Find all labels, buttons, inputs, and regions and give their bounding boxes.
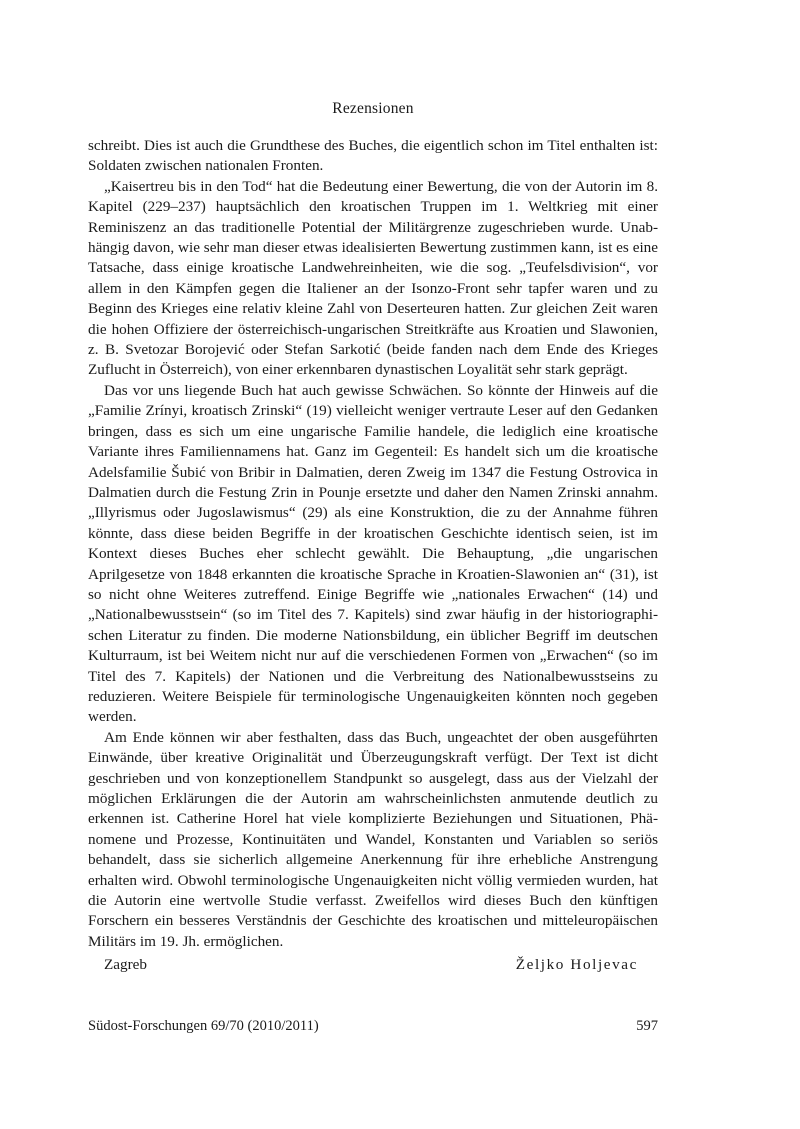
review-body [88,136,658,952]
document-page [88,0,658,1129]
signature-place: Zagreb [104,956,148,973]
running-head: Rezensionen [332,100,414,117]
journal-citation: Südost-Forschungen 69/70 (2010/2011) [88,1018,319,1034]
paragraph: Das vor uns liegende Buch hat auch gewisse Schwächen. So könnte der Hinweis auf die „Familie Zrínyi, kroatisch Zrinski“ (19) vielleicht weniger vertraute Leser auf den Gedanken bringen, dass es sich um eine ungarische Familie handele, die lediglich eine kroatische Variante ihres Familiennamens hat. Ganz im Gegenteil: Es handelt sich um die kroatische Adelsfamilie Šubić von Bribir in Dalmatien, deren Zweig im 1347 die Festung Ostrovica in Dalmatien durch die Festung Zrin in Pounje ersetzte und daher den Namen Zrinski annahm. „Illyrismus oder Jugoslawismus“ (29) als eine Konstruktion, die zu der Annahme führen könnte, dass diese beiden Begriffe in der kroatischen Geschichte identisch seien, ist im Kontext dieses Buches eher schlecht gewählt. Die Behauptung, „die ungarischen Aprilgesetze von 1848 erkannten die kroatische Sprache in Kroatien-Slawonien an“ (31), ist so nicht ohne Weiteres zutreffend. Einige Begriffe wie „nationales Erwachen“ (14) und „Nationalbewusstsein“ (so im Titel des 7. Kapitels) sind zwar häufig in der historiographischen Literatur zu finden. Die moderne Nationsbildung, ein üblicher Begriff im deutschen Kulturraum, ist bei Weitem nicht nur auf die verschiedenen Formen von „Erwachen“ (so im Titel des 7. Kapitels) der Nationen und die Verbreitung des Nationalbewusstseins zu reduzieren. Weitere Beispiele für terminologische Ungenauigkeiten könnten noch gegeben werden. [88,381,658,726]
paragraph-continuation: schreibt. Dies ist auch die Grundthese des Buches, die eigentlich schon im Titel enthalten ist: Soldaten zwischen nationalen Fronten. [88,137,658,175]
paragraph: „Kaisertreu bis in den Tod“ hat die Bedeutung einer Bewertung, die von der Autorin im 8. Kapitel (229–237) hauptsächlich den kroatischen Truppen im 1. Weltkrieg mit einer Reminiszenz an das traditionelle Potential der Militärgrenze zugeschrieben wurde. Unabhängig davon, wie sehr man dieser etwas idealisierten Bewertung zustimmen kann, ist es eine Tatsache, dass einige kroatische Landwehreinheiten, wie die sog. „Teufelsdivision“, vor allem in den Kämpfen gegen die Italiener an der Isonzo-Front sehr tapfer waren und zu Beginn des Krieges eine relativ kleine Zahl von Deserteuren hatten. Zur gleichen Zeit waren die hohen Offiziere der österreichisch-ungarischen Streitkräfte aus Kroatien und Slawonien, z. B. Svetozar Borojević oder Stefan Sarkotić (beide fanden nach dem Ende des Krieges Zuflucht in Österreich), von einer erkennbaren dynastischen Loyalität sehr stark geprägt. [88,177,658,379]
signature-author: Željko Holjevac [515,956,638,973]
paragraph: Am Ende können wir aber festhalten, dass das Buch, ungeachtet der oben ausgeführten Einwände, über kreative Originalität und Überzeugungskraft verfügt. Der Text ist dicht geschrieben und von konzeptionellem Standpunkt so ausgelegt, dass aus der Vielzahl der möglichen Erklärungen die der Autorin am wahrscheinlichsten anmutende deutlich zu erkennen ist. Catherine Horel hat viele komplizierte Beziehungen und Situationen, Phänomene und Prozesse, Kontinuitäten und Wandel, Konstanten und Variablen so seriös behandelt, dass sie sicherlich allgemeine Anerkennung für ihre erhebliche Anstrengung erhalten wird. Obwohl terminologische Ungenauigkeiten nicht völlig vermieden wurden, hat die Autorin eine wertvolle Studie verfasst. Zweifellos wird dieses Buch den künftigen Forschern ein besseres Verständnis der Geschichte des kroatischen und mitteleuropäischen Militärs im 19. Jh. ermöglichen. [88,728,658,950]
page-number: 597 [636,1018,658,1034]
